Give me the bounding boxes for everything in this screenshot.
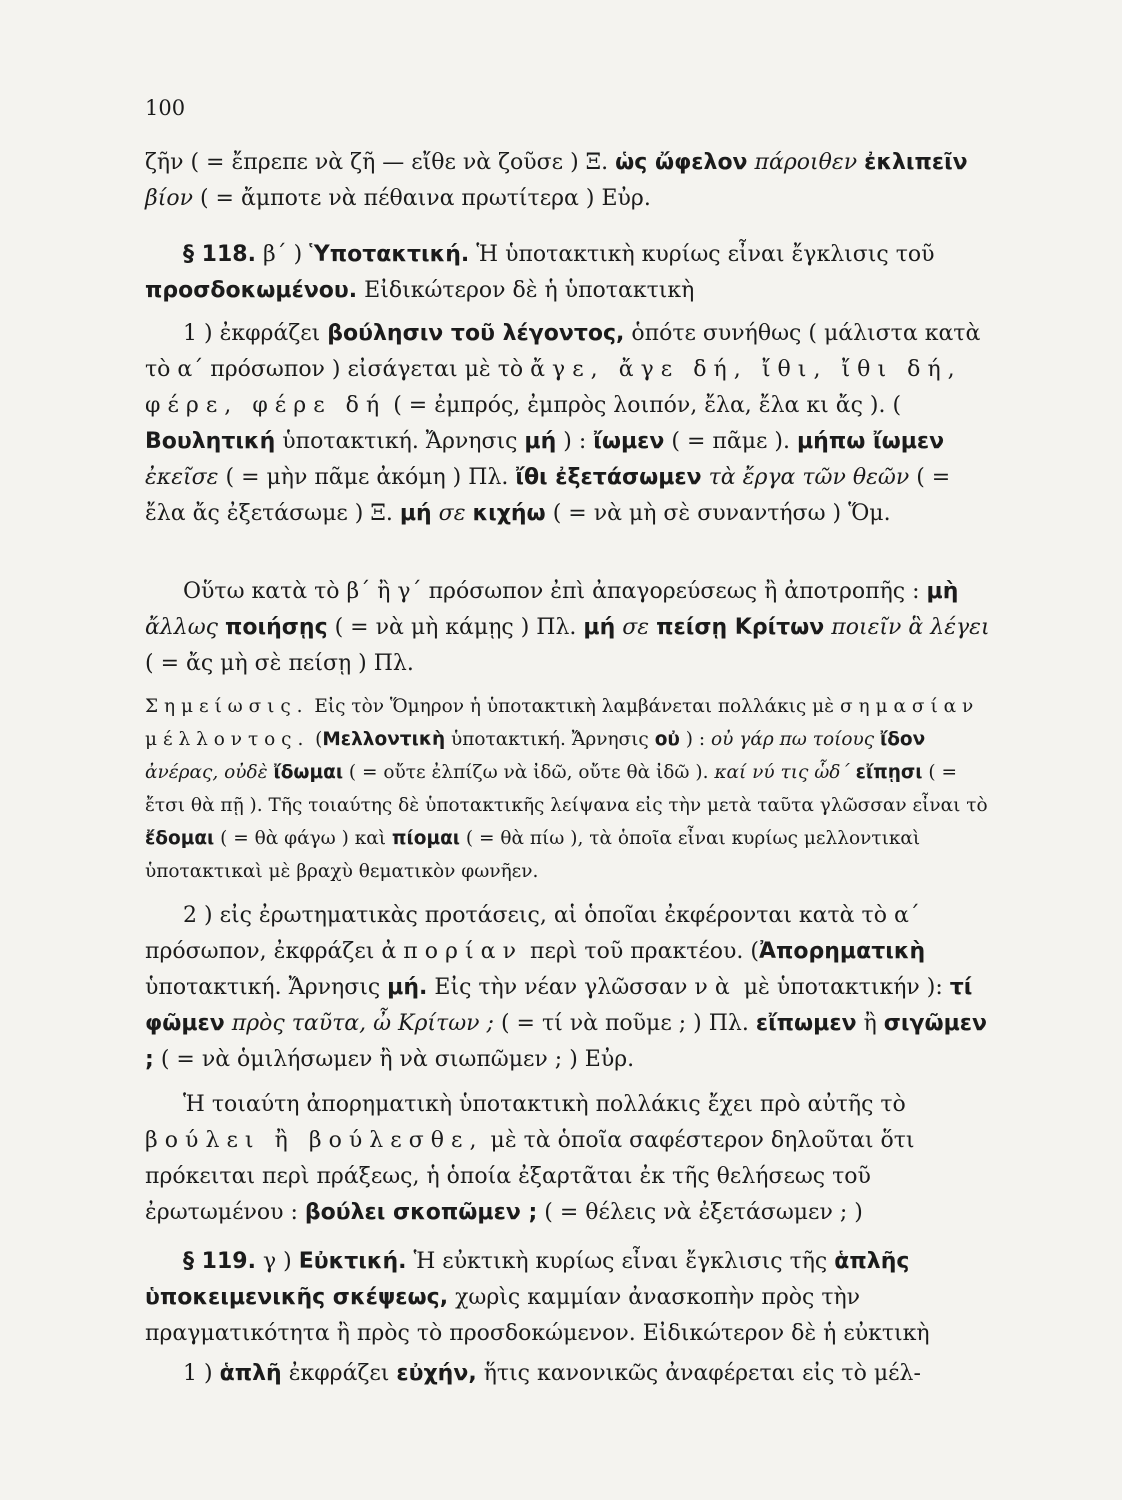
text-run: Ἡ εὐκτικὴ κυρίως εἶναι ἔγκλισις τῆς [413,1249,828,1274]
bold-term: ἁπλῆς ὑποκειμενικῆς σκέψεως, [145,1249,910,1310]
bold-term: βούλει σκοπῶμεν ; [304,1200,538,1225]
bold-term: ἴδωμαι [273,762,344,783]
section-title: Ὑποτακτική. [309,242,470,267]
text-run: ( = ἐμπρός, ἐμπρὸς λοιπόν, ἔλα, ἔλα κι ἄς ). ( [393,393,902,418]
bold-term: βούλησιν τοῦ λέγοντος, [327,321,625,346]
bold-term: ἴθι ἐξετάσωμεν [515,465,702,490]
bold-term: μὴ [926,579,959,604]
text-run: ( = νὰ ὁμιλήσωμεν ἢ νὰ σιωπῶμεν ; ) Εὐρ. [160,1047,635,1072]
text-run: ( = ἔλα ἄς ἐξετάσωμε ) Ξ. [145,465,951,526]
text-run: μὲ τὰ ὁποῖα σαφέστερον δηλοῦται ὅτι πρόκειται περὶ πράξεως, ἡ ὁποία ἐξαρτᾶται ἐκ τῆς θελήσεως τοῦ ἐρωτωμένου : [145,1128,915,1225]
text-run: ἢ [863,1011,877,1036]
bold-term: τί φῶμεν [145,975,973,1036]
italic-text: ἐκεῖσε [145,465,219,490]
text-run: 2 ) εἰς ἐρωτηματικὰς προτάσεις, αἱ ὁποῖαι ἐκφέρονται κατὰ τὸ α΄ πρόσωπον, ἐκφράζει [145,903,920,964]
bold-term: ἴωμεν [593,429,665,454]
text-run: ὁπότε συνήθως ( μάλιστα κατὰ τὸ α΄ πρόσωπον ) εἰσάγεται μὲ τὸ [145,321,981,382]
text-run: ἐκφράζει [288,1361,390,1386]
text-run: ) : [563,429,587,454]
text-run: ( = θέλεις νὰ ἐξετάσωμεν ; ) [544,1200,863,1225]
bold-term: ἴδον [879,729,926,750]
text-run: περὶ τοῦ πρακτέου. ( [530,939,759,964]
bold-term: ἔδομαι [145,828,215,849]
text-run: ( = θὰ φάγω ) καὶ [220,828,387,849]
bold-term: ποιήσῃς [225,615,328,640]
paragraph-deliberative [145,898,997,1078]
section-118-heading [145,237,997,309]
italic-text: πρὸς ταῦτα, ὦ Κρίτων ; [231,1011,494,1036]
italic-text: τὰ ἔργα τῶν θεῶν [708,465,910,490]
section-119-heading [145,1244,997,1352]
bold-term: ὡς ὤφελον [615,150,748,175]
section-number: § 118. [183,242,256,267]
text-run: ( = ἄμποτε νὰ πέθαινα πρωτίτερα ) Εὐρ. [199,186,651,211]
text-run: ὑποτακτική. Ἄρνησις [451,729,649,750]
italic-text: ἀνέρας, οὐδὲ [145,762,268,783]
paragraph-wish [145,1356,997,1392]
section-number: § 119. [183,1249,256,1274]
italic-text: καί νύ τις ὧδ΄ [714,762,850,783]
bold-term: Μελλοντικὴ [322,729,446,750]
italic-text: ἄλλως [145,615,219,640]
text-run: 1 ) [183,1361,213,1386]
bold-term: πίομαι [391,828,460,849]
spaced-text: ἀπορίαν [381,939,523,964]
spaced-text: νὰ [694,975,737,1000]
text-run: Ἡ τοιαύτη ἀπορηματικὴ ὑποτακτικὴ πολλάκις ἔχει πρὸ αὐτῆς τὸ [183,1092,906,1117]
paragraph-boulei [145,1087,997,1231]
text-run: ) : [685,729,706,750]
bold-term: μή [583,615,616,640]
spaced-text: ἄγε, ἄγε δή, ἴθι, ἴθι δή, φέρε, φέρε δή [145,357,962,418]
text-run: ὑποτακτική. Ἄρνησις [282,429,518,454]
bold-term: Ἀπορηματικὴ [758,939,926,964]
paragraph-voluntative [145,316,997,532]
page-number: 100 [145,96,186,120]
text-run: ( [315,729,323,750]
text-run: μὲ ὑποτακτικήν ): [743,975,943,1000]
text-run: ( = τί νὰ ποῦμε ; ) Πλ. [500,1011,749,1036]
italic-text: βίον [145,186,193,211]
note-label: Σημείωσις. [145,696,309,717]
text-run: ( = μὴν πᾶμε ἀκόμη ) Πλ. [225,465,509,490]
italic-text: σε [438,501,466,526]
spaced-text: βούλει ἢ βούλεσθε, [145,1128,484,1153]
bold-term: μή. [387,975,428,1000]
spaced-text: σημασίαν μέλλοντος. [145,696,980,750]
italic-text: ποιεῖν ἃ λέγει [831,615,990,640]
text-run: γ ) [262,1249,292,1274]
bold-term: Βουλητική [145,429,276,454]
bold-term: προσδοκωμένου. [145,278,358,303]
bold-term: εἴπωμεν [755,1011,857,1036]
bold-term: σιγῶμεν ; [145,1011,988,1072]
text-run: Εἰς τὴν νέαν γλῶσσαν [434,975,688,1000]
bold-term: μήπω ἴωμεν [796,429,945,454]
paragraph-prohibition [145,574,997,682]
section-title: Εὐκτική. [298,1249,407,1274]
text-run: ( = νὰ μὴ κάμῃς ) Πλ. [334,615,577,640]
italic-text: σε [622,615,650,640]
text-run: Εἰς τὸν Ὅμηρον ἡ ὑποτακτικὴ λαμβάνεται πολλάκις μὲ [314,696,835,717]
text-run: Εἰδικώτερον δὲ ἡ ὑποτακτικὴ [364,278,695,303]
bold-term: ἐκλιπεῖν [864,150,968,175]
paragraph-continuation [145,145,997,217]
bold-term: μή [524,429,557,454]
text-run: ( = νὰ μὴ σὲ συναντήσω ) Ὅμ. [552,501,891,526]
text-run: ( = ἄς μὴ σὲ πείσῃ ) Πλ. [145,651,414,676]
text-run: β΄ ) [262,242,303,267]
bold-term: εἴπῃσι [855,762,923,783]
bold-term: ἁπλῆ [219,1361,282,1386]
italic-text: πάροιθεν [754,150,858,175]
text-run: ( = ἔτσι θὰ πῇ ). Τῆς τοιαύτης δὲ ὑποτακτικῆς λείψανα εἰς τὴν μετὰ ταῦτα γλῶσσαν εἶναι τὸ [145,762,988,816]
bold-term: κιχήω [472,501,546,526]
text-run: ( = θὰ πίω ), τὰ ὁποῖα εἶναι κυρίως μελλοντικαὶ ὑποτακτικαὶ μὲ βραχὺ θεματικὸν φωνῆεν. [145,828,921,882]
text-run: 1 ) ἐκφράζει [183,321,321,346]
text-run: ( = οὔτε ἐλπίζω νὰ ἰδῶ, οὔτε θὰ ἰδῶ ). [348,762,709,783]
text-run: Οὕτω κατὰ τὸ β΄ ἢ γ΄ πρόσωπον ἐπὶ ἀπαγορεύσεως ἢ ἀποτροπῆς : [183,579,920,604]
bold-term: μή [399,501,432,526]
bold-term: πείσῃ Κρίτων [656,615,825,640]
text-run: ἥτις κανονικῶς ἀναφέρεται εἰς τὸ μέλ- [483,1361,921,1386]
text-run: χωρὶς καμμίαν ἀνασκοπὴν πρὸς τὴν πραγματικότητα ἢ πρὸς τὸ προσδοκώμενον. Εἰδικώτερον δὲ ἡ εὐκτικὴ [145,1285,930,1346]
text-run: ζῆν ( = ἔπρεπε νὰ ζῆ — εἴθε νὰ ζοῦσε ) Ξ. [145,150,609,175]
italic-text: οὐ γάρ πω τοίους [711,729,875,750]
bold-term: εὐχήν, [396,1361,477,1386]
bold-term: οὐ [654,729,680,750]
note-paragraph [145,690,997,888]
text-run: ( = πᾶμε ). [671,429,790,454]
text-run: ὑποτακτική. Ἄρνησις [145,975,381,1000]
text-run: Ἡ ὑποτακτικὴ κυρίως εἶναι ἔγκλισις τοῦ [476,242,935,267]
